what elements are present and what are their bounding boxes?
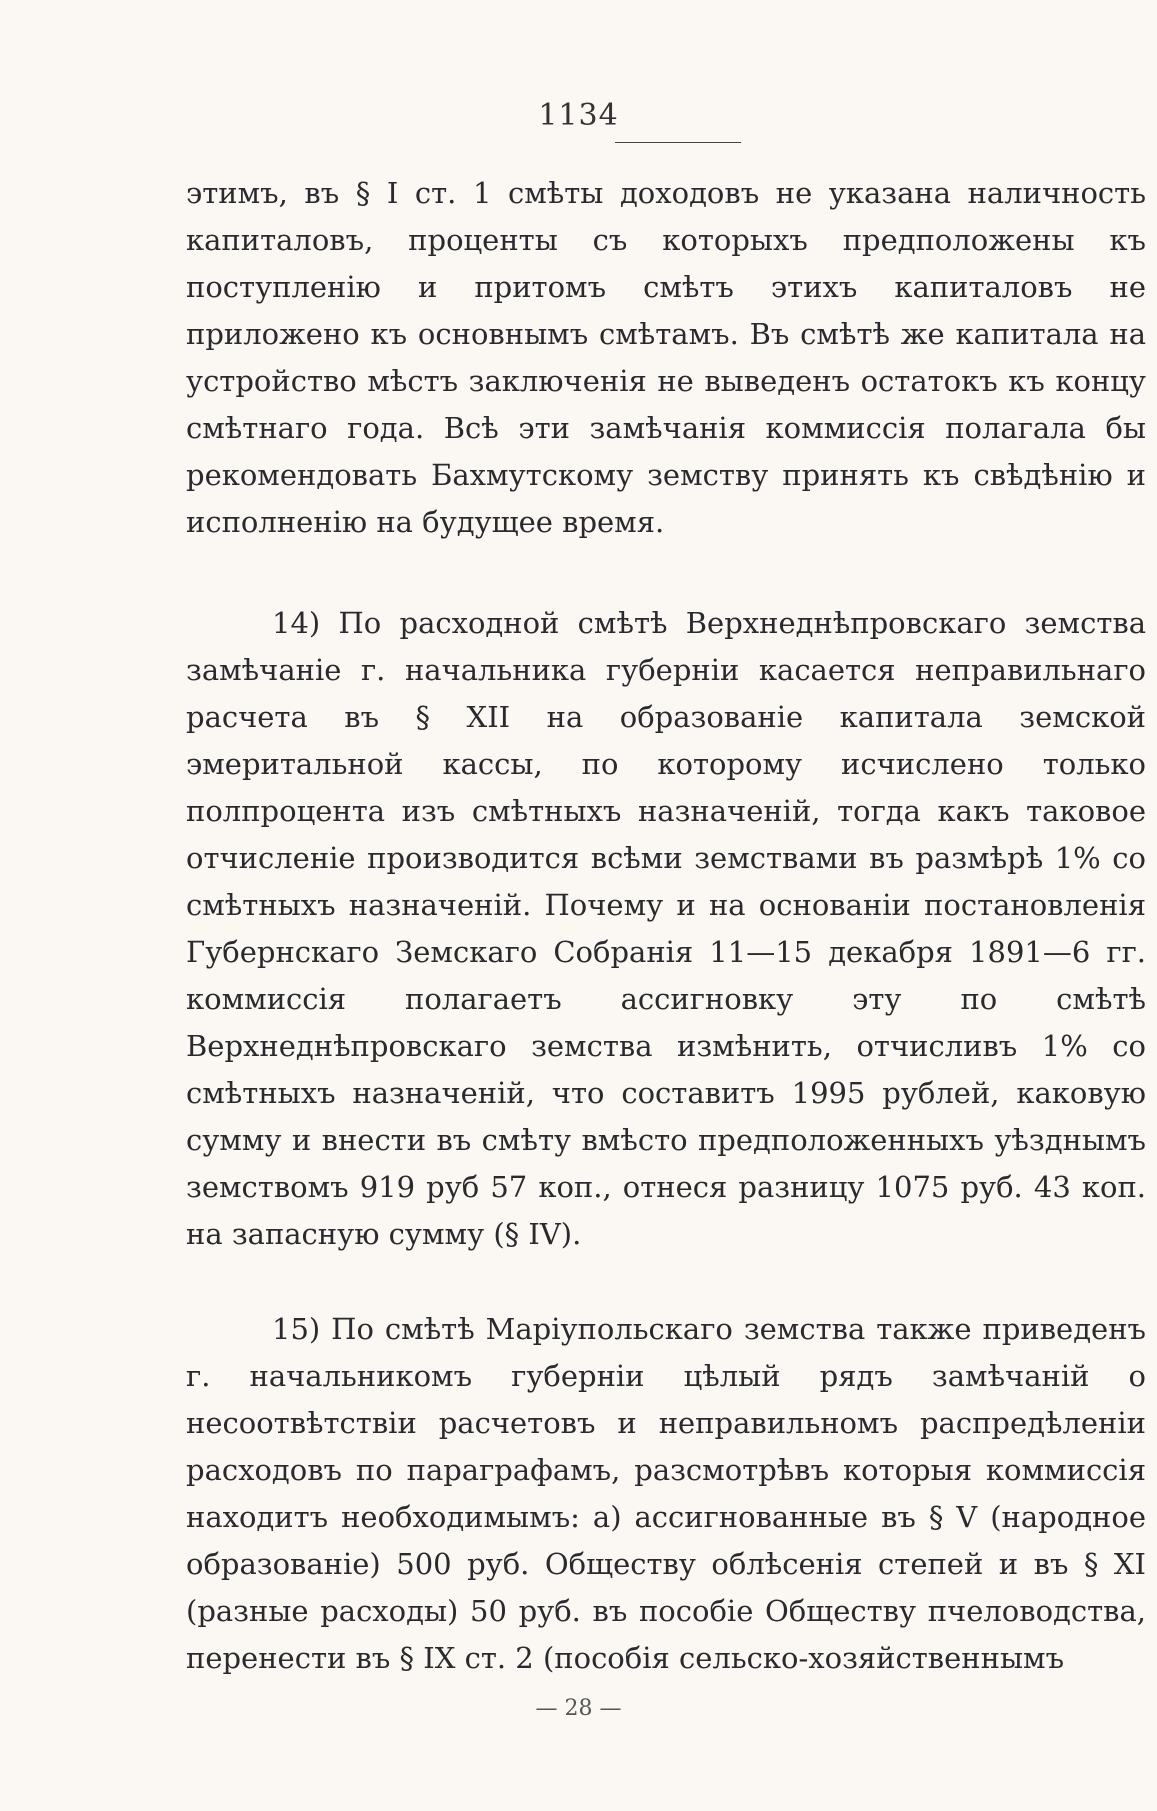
paragraph-text: 14) По расходной смѣтѣ Верхнеднѣпровскаго земства замѣчаніе г. начальника губерніи касается неправильнаго расчета въ § XII на образованіе капитала земской эмеритальной кассы, по которому исчислено только полпроцента изъ смѣтныхъ назначеній, тогда какъ таковое отчисленіе производится всѣми земствами въ размѣрѣ 1% со смѣтныхъ назначеній. Почему и на основаніи постановленія Губернскаго Земскаго Собранія 11—15 декабря 1891—6 гг. коммиссія полагаетъ ассигновку эту по смѣтѣ Верхнеднѣпровскаго земства измѣнить, отчисливъ 1% со смѣтныхъ назначеній, что составитъ 1995 рублей, каковую сумму и внести въ смѣту вмѣсто предположенныхъ уѣзднымъ земствомъ 919 руб 57 коп., отнеся разницу 1075 руб. 43 коп. на запасную сумму (§ IV). (186, 606, 1146, 1251)
paragraph-continuation (186, 170, 1146, 546)
page-footer: — 28 — (535, 1696, 622, 1721)
page-number: 1134 (538, 98, 619, 133)
paragraph-text: 15) По смѣтѣ Маріупольскаго земства также приведенъ г. начальникомъ губерніи цѣлый рядъ замѣчаній о несоотвѣтствіи расчетовъ и неправильномъ распредѣленіи расходовъ по параграфамъ, разсмотрѣвъ которыя коммиссія находитъ необходимымъ: а) ассигнованные въ § V (народное образованіе) 500 руб. Обществу облѣсенія степей и въ § XI (разные расходы) 50 руб. въ пособіе Обществу пчеловодства, перенести въ § IX ст. 2 (пособія сельско-хозяйственнымъ (186, 1312, 1146, 1675)
paragraph-14 (186, 600, 1146, 1258)
paragraph-text: этимъ, въ § I ст. 1 смѣты доходовъ не указана наличность капиталовъ, проценты съ которыхъ предположены къ поступленію и притомъ смѣтъ этихъ капиталовъ не приложено къ основнымъ смѣтамъ. Въ смѣтѣ же капитала на устройство мѣстъ заключенія не выведенъ остатокъ къ концу смѣтнаго года. Всѣ эти замѣчанія коммиссія полагала бы рекомендовать Бахмутскому земству принять къ свѣдѣнію и исполненію на будущее время. (186, 176, 1146, 539)
paragraph-15 (186, 1306, 1146, 1682)
header-rule (615, 142, 741, 143)
